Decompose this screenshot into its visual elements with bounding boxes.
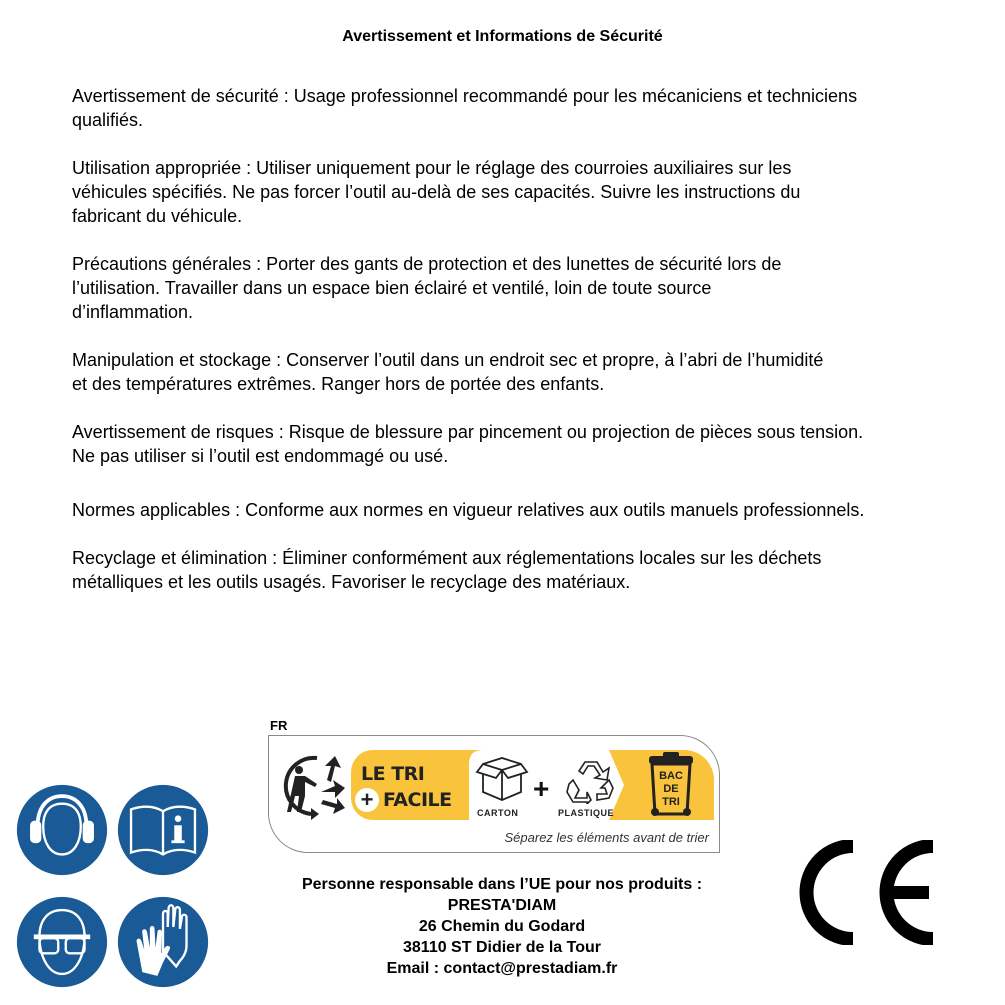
triman-line1: LE TRI (361, 763, 425, 785)
ear-protection-icon (15, 783, 109, 877)
address-line-2: 38110 ST Didier de la Tour (403, 939, 601, 956)
paragraph-appropriate-use: Utilisation appropriée : Utiliser uniquement pour le réglage des courroies auxiliaires sur les véhicules spécifiés. Ne pas forcer l’outil au-delà de ses capacités. Suivre les instructions du fabricant du véhicule. (72, 158, 801, 226)
triman-recycling-label (266, 718, 726, 858)
combine-plus: + (533, 773, 550, 804)
safety-content (72, 84, 972, 618)
email-label: Email : (386, 960, 444, 977)
ce-mark-icon (795, 840, 940, 945)
triman-note: Séparez les éléments avant de trier (504, 830, 709, 845)
eu-responsible-contact (232, 874, 772, 979)
plastic-label: PLASTIQUE (558, 808, 615, 818)
triman-line2: FACILE (383, 789, 452, 811)
address-line-1: 26 Chemin du Godard (418, 918, 586, 935)
carton-box-icon (475, 756, 529, 802)
contact-heading (232, 874, 772, 895)
country-code: FR (270, 718, 288, 733)
sorting-bin-icon (647, 752, 695, 818)
read-manual-icon (116, 783, 210, 877)
email-address[interactable]: contact@prestadiam.fr (443, 960, 618, 977)
paragraph-recycling: Recyclage et élimination : Éliminer conformément aux réglementations locales sur les déchets métalliques et les outils usagés. Favoriser le recyclage des matériaux. (72, 548, 822, 592)
paragraph-standards: Normes applicables : Conforme aux normes en vigueur relatives aux outils manuels professionnels. (72, 500, 865, 520)
bin-text-3: TRI (662, 796, 680, 808)
paragraph-risk-warning: Avertissement de risques : Risque de blessure par pincement ou projection de pièces sous tension. Ne pas utiliser si l’outil est endommagé ou usé. (72, 422, 864, 466)
email-line (232, 958, 772, 979)
contact-heading-pre: Personne responsable dans l’ (301, 876, 529, 893)
safety-pictograms (15, 783, 215, 993)
bin-text-2: DE (663, 783, 679, 795)
bin-text-1: BAC (659, 770, 683, 782)
contact-heading-ue: UE (528, 876, 551, 893)
paragraph-safety-warning: Avertissement de sécurité : Usage professionnel recommandé pour les mécaniciens et techniciens qualifiés. (72, 86, 858, 130)
paragraph-handling-storage: Manipulation et stockage : Conserver l’outil dans un endroit sec et propre, à l’abri de l’humidité et des températures extrêmes. Ranger hors de portée des enfants. (72, 350, 824, 394)
plastic-recycle-icon (565, 758, 617, 804)
company-name: PRESTA'DIAM (447, 897, 557, 914)
triman-box (268, 735, 720, 853)
paragraph-general-precautions: Précautions générales : Porter des gants de protection et des lunettes de sécurité lors de l’utilisation. Travailler dans un espace bien éclairé et ventilé, loin de toute source d’inflammation. (72, 254, 782, 322)
contact-heading-post: pour nos produits : (550, 876, 703, 893)
eye-protection-icon (15, 895, 109, 989)
carton-label: CARTON (477, 808, 519, 818)
gloves-icon (116, 895, 210, 989)
triman-plus: + (355, 788, 379, 812)
triman-logo-icon (277, 750, 347, 822)
page-title: Avertissement et Informations de Sécurité (342, 28, 663, 45)
